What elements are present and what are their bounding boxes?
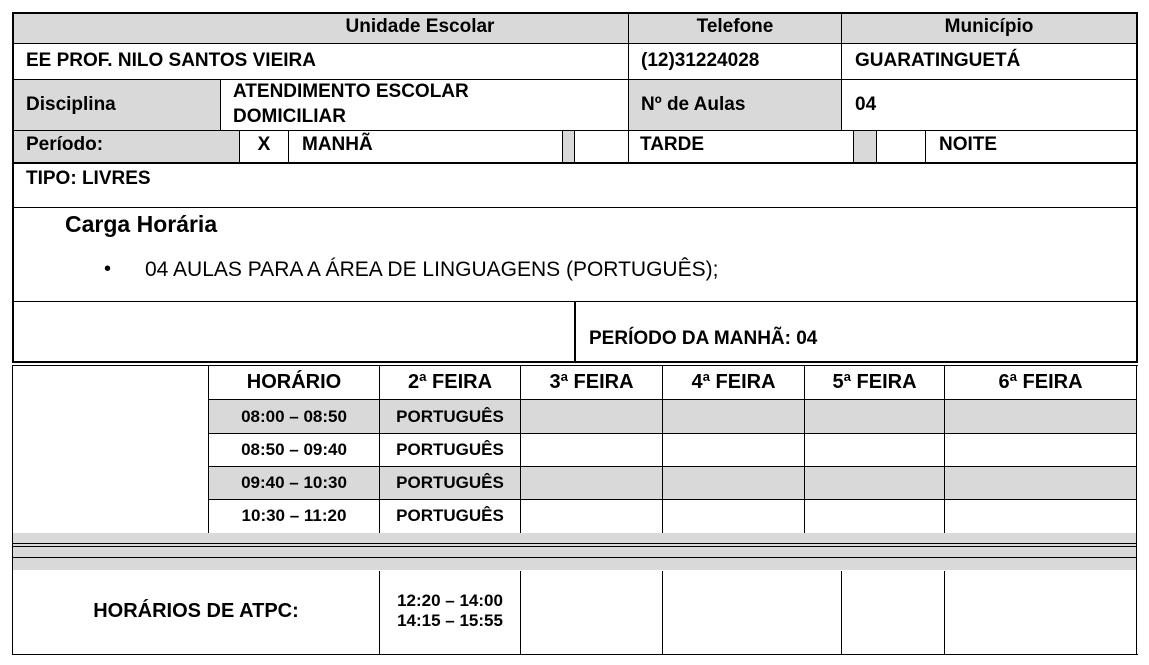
disciplina-value-line2: DOMICILIAR [233,106,346,127]
col-header-terca: 3ª FEIRA [549,371,634,393]
numero-aulas-label: Nº de Aulas [641,94,746,115]
tipo-label: TIPO: LIVRES [26,168,151,189]
periodo-label: Período: [26,134,104,155]
col-header-quarta: 4ª FEIRA [691,371,776,393]
municipio-value: GUARATINGUETÁ [855,50,1021,71]
periodo-spacer-1 [562,130,574,162]
periodo-spacer-2 [853,130,876,162]
carga-horaria-title: Carga Horária [65,211,218,237]
table-row-4-segunda: PORTUGUÊS [396,506,504,525]
bullet-icon: • [104,258,112,280]
periodo-noite-label: NOITE [939,134,998,155]
school-name: EE PROF. NILO SANTOS VIEIRA [26,50,316,71]
col-header-horario: HORÁRIO [246,371,342,393]
telefone-value: (12)31224028 [641,50,760,71]
table-row-1-time: 08:00 – 08:50 [241,407,347,426]
atpc-time-1: 12:20 – 14:00 [397,591,503,610]
table-row-3-segunda: PORTUGUÊS [396,473,504,492]
atpc-time-2: 14:15 – 15:55 [397,611,503,630]
separator-bg [13,533,1136,570]
periodo-manha-label: MANHÃ [302,134,373,155]
numero-aulas-value: 04 [855,94,877,115]
periodo-tarde-label: TARDE [640,134,705,155]
table-row-3-time: 09:40 – 10:30 [241,473,347,492]
unidade-escolar-header: Unidade Escolar [345,16,495,37]
col-header-quinta: 5ª FEIRA [832,371,917,393]
col-header-sexta: 6ª FEIRA [998,371,1083,393]
atpc-label: HORÁRIOS DE ATPC: [93,600,299,622]
disciplina-label: Disciplina [26,94,116,115]
table-row-1-segunda: PORTUGUÊS [396,407,504,426]
periodo-manha-checkbox: X [257,134,271,155]
municipio-header: Município [944,16,1034,37]
table-row-2-segunda: PORTUGUÊS [396,440,504,459]
periodo-manha-total: PERÍODO DA MANHÃ: 04 [589,328,818,349]
telefone-header: Telefone [696,16,774,37]
disciplina-value-line1: ATENDIMENTO ESCOLAR [233,81,469,102]
table-row-4-time: 10:30 – 11:20 [241,506,347,525]
col-header-segunda: 2ª FEIRA [407,371,493,393]
table-row-2-time: 08:50 – 09:40 [241,440,347,459]
carga-horaria-item: 04 AULAS PARA A ÁREA DE LINGUAGENS (PORTUGUÊS); [145,258,719,281]
